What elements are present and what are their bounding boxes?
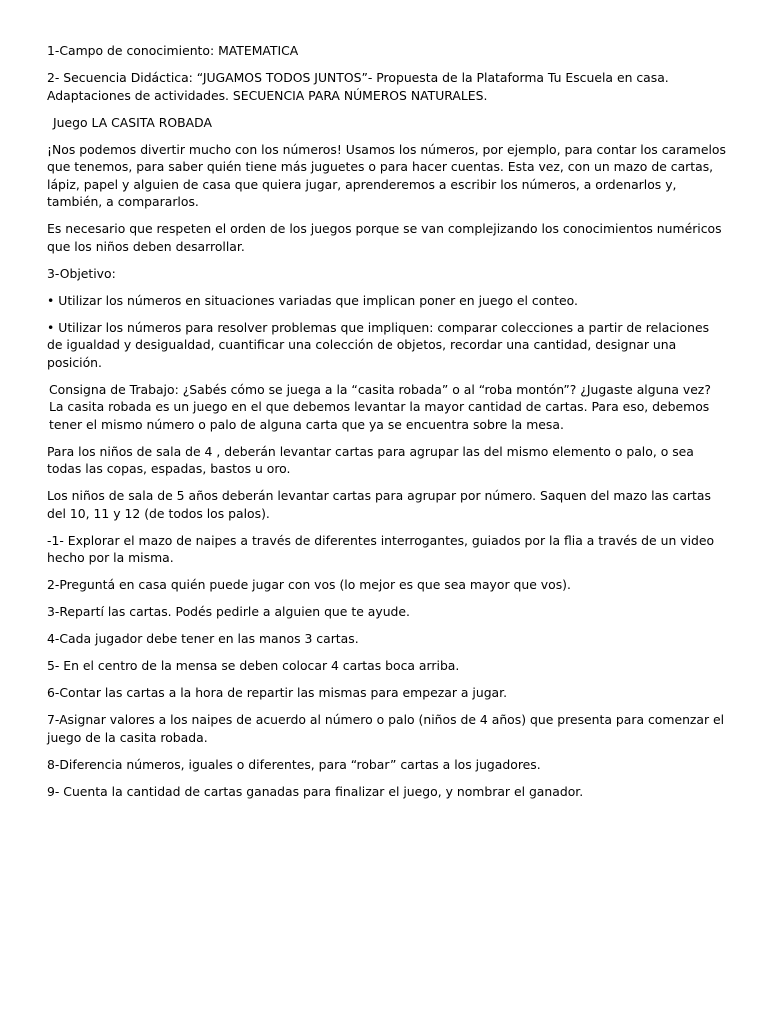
step-9: 9- Cuenta la cantidad de cartas ganadas para finalizar el juego, y nombrar el ganador.	[47, 783, 584, 799]
step-4: 4-Cada jugador debe tener en las manos 3 cartas.	[47, 631, 359, 646]
step-6: 6-Contar las cartas a la hora de repartir las mismas para empezar a jugar.	[47, 685, 508, 700]
step-2: 2-Preguntá en casa quién puede jugar con vos (lo mejor es que sea mayor que vos).	[47, 577, 571, 592]
work-instruction: Consigna de Trabajo: ¿Sabés cómo se juega a la “casita robada” o al “roba montón”? ¿Jugaste alguna vez? La casita robada es un juego en el que debemos levantar la mayor cantidad de cartas. Para eso, debemos tener el mismo número o palo de alguna carta que ya se encuentra sobre la mesa.	[49, 381, 711, 432]
step-8: 8-Diferencia números, iguales o diferentes, para “robar” cartas a los jugadores.	[47, 756, 541, 772]
game-title: Juego LA CASITA ROBADA	[53, 114, 212, 130]
step-7: 7-Asignar valores a los naipes de acuerdo al número o palo (niños de 4 años) que presenta para comenzar el juego de la casita robada.	[47, 712, 725, 745]
field-of-knowledge: 1-Campo de conocimiento: MATEMATICA	[47, 43, 299, 58]
step-explore: -1- Explorar el mazo de naipes a través de diferentes interrogantes, guiados por la flia a través de un video hecho por la misma.	[47, 532, 715, 565]
sala-4-instruction: Para los niños de sala de 4 , deberán levantar cartas para agrupar las del mismo elemento o palo, o sea todas las copas, espadas, bastos u oro.	[47, 443, 694, 476]
objective-item-2: • Utilizar los números para resolver problemas que impliquen: comparar colecciones a partir de relaciones de igualdad y desigualdad, cuantificar una colección de objetos, recordar una cantidad, designar una posición.	[47, 319, 710, 370]
step-3: 3-Repartí las cartas. Podés pedirle a alguien que te ayude.	[47, 604, 410, 619]
step-5: 5- En el centro de la mensa se deben colocar 4 cartas boca arriba.	[47, 658, 460, 673]
document-body	[47, 42, 727, 810]
order-note: Es necesario que respeten el orden de los juegos porque se van complejizando los conocimientos numéricos que los niños deben desarrollar.	[47, 221, 722, 254]
intro-paragraph: ¡Nos podemos divertir mucho con los números! Usamos los números, por ejemplo, para contar los caramelos que tenemos, para saber quién tiene más juguetes o para hacer cuentas. Esta vez, con un mazo de cartas, lápiz, papel y alguien de casa que quiera jugar, aprenderemos a escribir los números, a ordenarlos y, también, a compararlos.	[47, 141, 726, 209]
sala-5-instruction: Los niños de sala de 5 años deberán levantar cartas para agrupar por número. Saquen del mazo las cartas del 10, 11 y 12 (de todos los palos).	[47, 488, 711, 521]
objective-item-1: • Utilizar los números en situaciones variadas que implican poner en juego el conteo.	[47, 292, 578, 308]
objective-heading: 3-Objetivo:	[47, 265, 116, 281]
didactic-sequence: 2- Secuencia Didáctica: “JUGAMOS TODOS JUNTOS”- Propuesta de la Plataforma Tu Escuela en casa. Adaptaciones de actividades. SECUENCIA PARA NÚMEROS NATURALES.	[47, 70, 669, 103]
